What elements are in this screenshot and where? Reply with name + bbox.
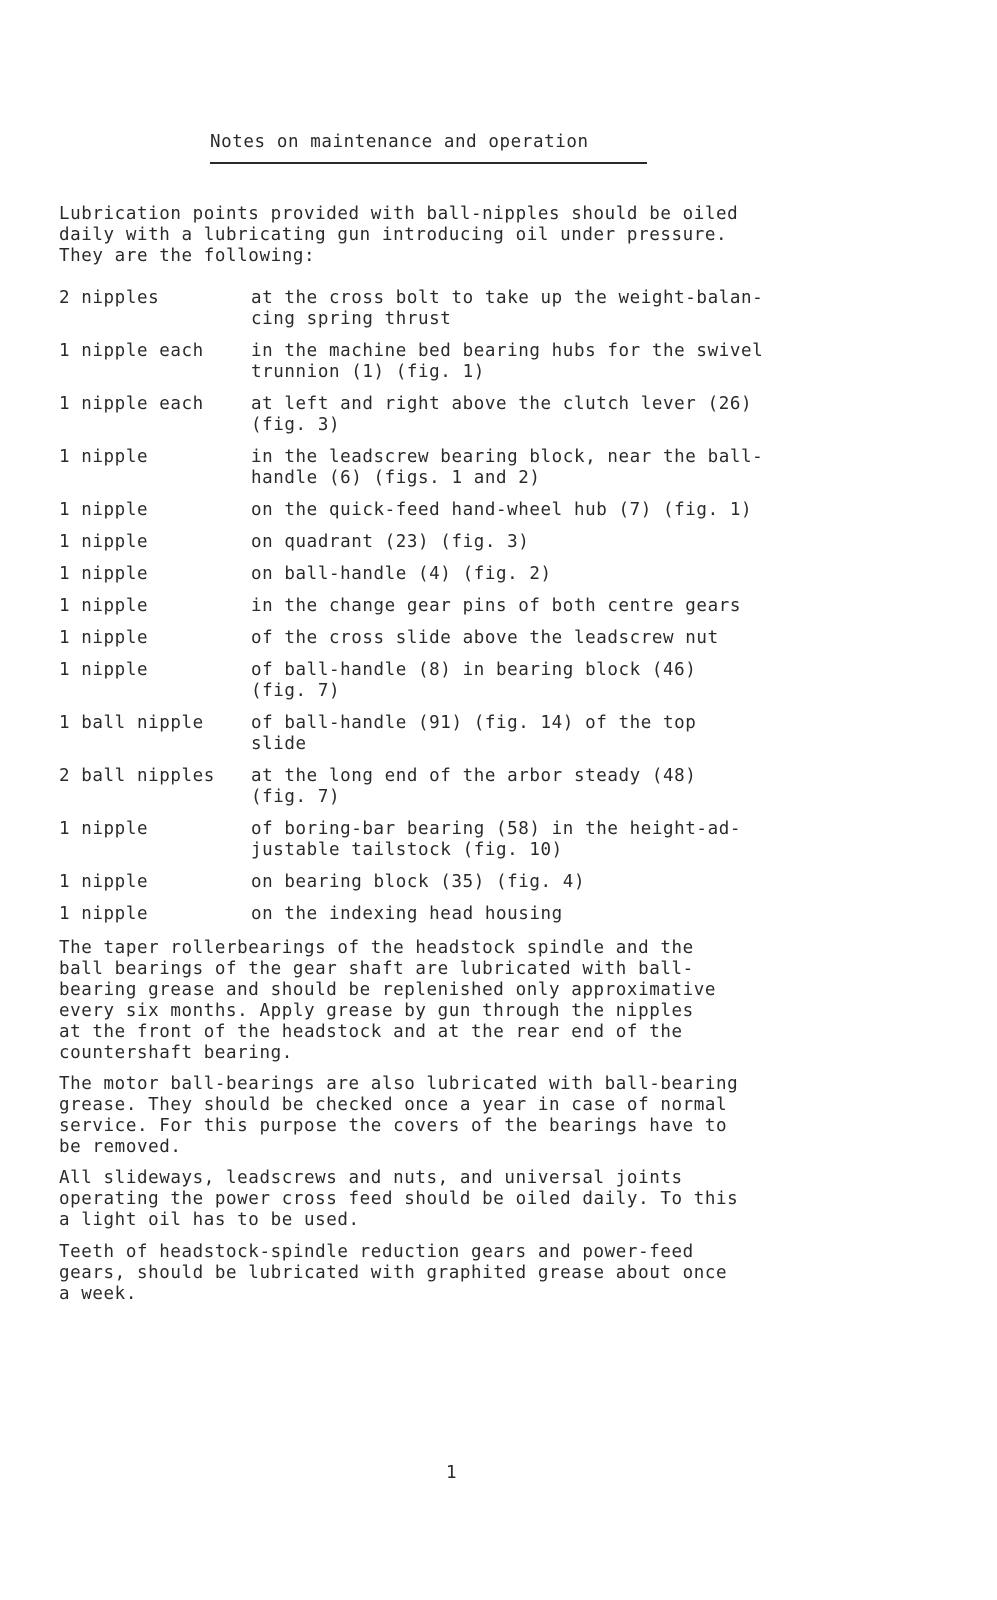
list-item (59, 288, 959, 330)
item-description: in the leadscrew bearing block, near the ball- handle (6) (figs. 1 and 2) (251, 447, 764, 488)
body-paragraph: The taper rollerbearings of the headstock spindle and the ball bearings of the gear shaft are lubricated with ball- bearing grease and should be replenished only approximative every six months. Apply grease by gun through the nipples at the front of the headstock and at the rear end of the countershaft bearing. (59, 938, 717, 1063)
page-title: Notes on maintenance and operation (210, 132, 589, 152)
list-item (59, 628, 959, 649)
list-item (59, 394, 959, 436)
item-description: of boring-bar bearing (58) in the height-ad- justable tailstock (fig. 10) (251, 819, 741, 860)
item-quantity: 2 nipples (59, 288, 160, 308)
list-item (59, 660, 959, 702)
list-item (59, 904, 959, 925)
item-quantity: 1 nipple (59, 532, 149, 552)
item-quantity: 1 nipple (59, 500, 149, 520)
item-quantity: 1 nipple (59, 660, 149, 680)
list-item (59, 872, 959, 893)
item-description: of ball-handle (91) (fig. 14) of the top slide (251, 713, 697, 754)
item-description: at left and right above the clutch lever (26) (fig. 3) (251, 394, 753, 435)
list-item (59, 341, 959, 383)
item-quantity: 2 ball nipples (59, 766, 215, 786)
item-quantity: 1 nipple (59, 904, 149, 924)
item-description: of the cross slide above the leadscrew nut (251, 628, 719, 648)
item-description: of ball-handle (8) in bearing block (46) (fig. 7) (251, 660, 697, 701)
item-quantity: 1 nipple each (59, 394, 204, 414)
list-item (59, 500, 959, 521)
item-quantity: 1 nipple (59, 564, 149, 584)
lubrication-points-list (59, 288, 959, 925)
body-paragraph: Teeth of headstock-spindle reduction gears and power-feed gears, should be lubricated with graphited grease about once a week. (59, 1242, 728, 1304)
item-quantity: 1 nipple (59, 819, 149, 839)
body-paragraph: The motor ball-bearings are also lubricated with ball-bearing grease. They should be checked once a year in case of normal service. For this purpose the covers of the bearings have to be removed. (59, 1074, 739, 1157)
body-paragraph: All slideways, leadscrews and nuts, and universal joints operating the power cross feed should be oiled daily. To this a light oil has to be used. (59, 1168, 739, 1230)
list-item (59, 819, 959, 861)
item-description: on quadrant (23) (fig. 3) (251, 532, 530, 552)
item-description: on the indexing head housing (251, 904, 563, 924)
item-description: at the long end of the arbor steady (48) (fig. 7) (251, 766, 697, 807)
list-item (59, 596, 959, 617)
item-quantity: 1 nipple (59, 628, 149, 648)
list-item (59, 766, 959, 808)
item-quantity: 1 nipple each (59, 341, 204, 361)
list-item (59, 447, 959, 489)
item-description: at the cross bolt to take up the weight-balan- cing spring thrust (251, 288, 764, 329)
item-quantity: 1 nipple (59, 447, 149, 467)
item-description: on ball-handle (4) (fig. 2) (251, 564, 552, 584)
item-description: in the machine bed bearing hubs for the swivel trunnion (1) (fig. 1) (251, 341, 764, 382)
intro-paragraph: Lubrication points provided with ball-nipples should be oiled daily with a lubricating gun introducing oil under pressure. They are the following: (59, 204, 739, 266)
page-number: 1 (446, 1463, 457, 1483)
item-description: on the quick-feed hand-wheel hub (7) (fig. 1) (251, 500, 753, 520)
list-item (59, 713, 959, 755)
item-description: on bearing block (35) (fig. 4) (251, 872, 586, 892)
list-item (59, 564, 959, 585)
item-quantity: 1 nipple (59, 872, 149, 892)
item-description: in the change gear pins of both centre gears (251, 596, 741, 616)
list-item (59, 532, 959, 553)
title-underline (210, 162, 647, 164)
item-quantity: 1 nipple (59, 596, 149, 616)
item-quantity: 1 ball nipple (59, 713, 204, 733)
